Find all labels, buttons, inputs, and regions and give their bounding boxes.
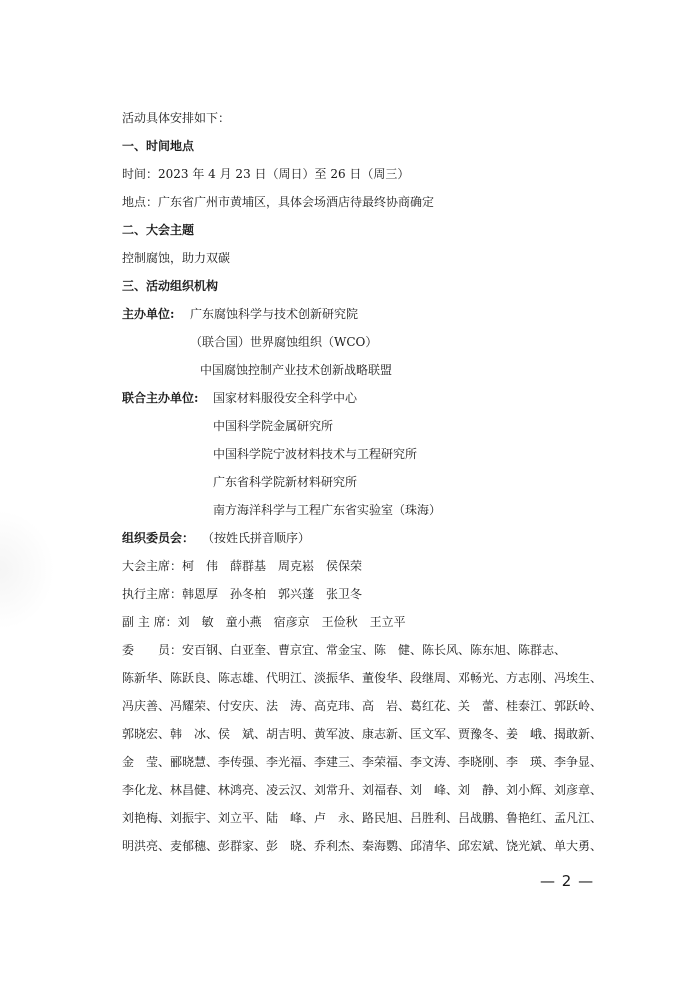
committee-role: 大会主席：柯 伟 薛群基 周克崧 侯保荣 xyxy=(122,559,363,573)
event-time: 时间：2023 年 4 月 23 日（周日）至 26 日（周三） xyxy=(122,167,410,181)
members-line: 刘艳梅、刘振宇、刘立平、陆 峰、卢 永、路民旭、吕胜利、吕战鹏、鲁艳红、孟凡江、 xyxy=(122,811,603,825)
host-item: 中国腐蚀控制产业技术创新战略联盟 xyxy=(200,363,393,377)
committee-role: 副 主 席：刘 敏 童小燕 宿彦京 王俭秋 王立平 xyxy=(122,615,406,629)
committee-role: 执行主席：韩恩厚 孙冬柏 郭兴蓬 张卫冬 xyxy=(122,587,363,601)
faint-stamp-mark xyxy=(0,510,55,630)
members-line: 冯庆善、冯耀荣、付安庆、法 涛、高克玮、高 岩、葛红花、关 蕾、桂泰江、郭跃岭、 xyxy=(122,699,603,713)
committee-label: 组织委员会： xyxy=(122,531,195,545)
section-heading-theme: 二、大会主题 xyxy=(122,223,195,237)
host-label: 主办单位: xyxy=(122,307,175,321)
page-number: — 2 — xyxy=(540,872,595,890)
committee-note: （按姓氏拼音顺序） xyxy=(202,531,311,545)
section-heading-time-place: 一、时间地点 xyxy=(122,139,195,153)
cohost-item: 中国科学院金属研究所 xyxy=(213,419,334,433)
cohost-item: 广东省科学院新材料研究所 xyxy=(213,475,358,489)
members-line: 金 莹、郦晓慧、李传强、李光福、李建三、李荣福、李文涛、李晓刚、李 瑛、李争显、 xyxy=(122,755,603,769)
section-heading-organization: 三、活动组织机构 xyxy=(122,279,219,293)
cohost-label: 联合主办单位: xyxy=(122,391,199,405)
cohost-item: 中国科学院宁波材料技术与工程研究所 xyxy=(213,447,418,461)
event-place: 地点：广东省广州市黄埔区，具体会场酒店待最终协商确定 xyxy=(122,195,435,209)
members-line: 郭晓宏、韩 冰、侯 斌、胡吉明、黄军波、康志新、匡文军、贾豫冬、姜 峨、揭敢新、 xyxy=(122,727,603,741)
host-item: 广东腐蚀科学与技术创新研究院 xyxy=(190,307,359,321)
intro-text: 活动具体安排如下： xyxy=(122,111,231,125)
members-line: 委 员：安百钢、白亚奎、曹京宜、常金宝、陈 健、陈长风、陈东旭、陈群志、 xyxy=(122,643,567,657)
members-line: 李化龙、林昌健、林鸿亮、凌云汉、刘常升、刘福春、刘 峰、刘 静、刘小辉、刘彦章、 xyxy=(122,783,603,797)
host-item: （联合国）世界腐蚀组织（WCO） xyxy=(190,335,378,349)
cohost-item: 国家材料服役安全科学中心 xyxy=(213,391,358,405)
members-line: 陈新华、陈跃良、陈志雄、代明江、淡振华、董俊华、段继周、邓畅光、方志刚、冯埃生、 xyxy=(122,671,603,685)
event-theme: 控制腐蚀，助力双碳 xyxy=(122,251,231,265)
members-line: 明洪亮、麦郁穗、彭群家、彭 晓、乔利杰、秦海鹦、邱清华、邱宏斌、饶光斌、单大勇、 xyxy=(122,839,603,853)
cohost-item: 南方海洋科学与工程广东省实验室（珠海） xyxy=(213,503,442,517)
